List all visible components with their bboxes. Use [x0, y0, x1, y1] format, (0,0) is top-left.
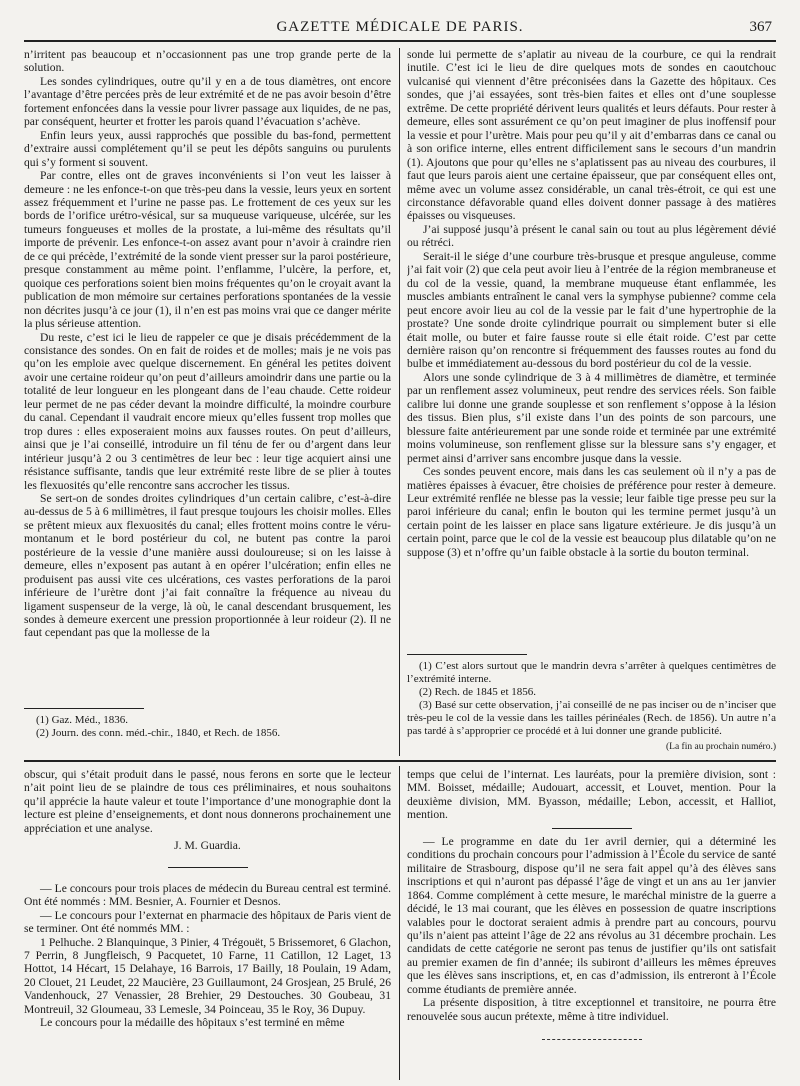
footnote: (2) Rech. de 1845 et 1856. — [419, 686, 536, 698]
paragraph: Se sert-on de sondes droites cylindriques d’un certain calibre, c’est-à-dire au-dessus de 5 à 6 millimètres, il faut presque toujours les choisir molles. Elles se prêtent mieux aux flexuosités du canal; elles frottent moins contre le véru-montanum et le bord postérieur du col, ne butent pas contre la paroi postérieure de la vessie d’une manière aussi douloureuse; si on les laisse à demeure, elles n’exposent pas autant à en opérer l’ulcération; enfin elles ne produisent pas aussi vite ces ulcérations, ces vastes perforations de la paroi inférieure de l’urètre dont j’ai fait connaître la fréquence au niveau du ligament suspenseur de la verge, là où, le canal descendant brusquement, les sondes à demeure exercent une pression proportionnée à leur roideur (2). Il ne faut cependant pas que la mollesse de la — [24, 491, 391, 640]
column-divider — [399, 766, 400, 1080]
page-number: 367 — [749, 19, 772, 35]
section-divider — [24, 760, 776, 762]
paragraph: — Le programme en date du 1er avril dernier, qui a déterminé les conditions du prochain concours pour l’admission à l’École du service de santé militaire de Strasbourg, dispose qu’il ne sera fait appel qu’à des élèves sans inscriptions et qui n’auront pas dépassé l’âge de vingt et un ans au 1er janvier 1864. Comme complément à cette mesure, le maréchal ministre de la guerre a décidé, le 13 mai courant, que les élèves en possession de quatre inscriptions valables pour le doctorat seraient admis à prendre part au concours, pourvu qu’ils n’aient pas atteint l’âge de 22 ans révolus au 31 décembre prochain. Les candidats de cette catégorie ne seront pas tenus de justifier qu’ils ont satisfait au premier examen de fin d’année; ils subiront d’ailleurs les mêmes épreuves que les élèves sans inscriptions, et, en cas d’admission, ils entreront à l’École comme étudiants de première année. — [407, 834, 776, 996]
footnote: (1) Gaz. Méd., 1836. — [36, 714, 128, 726]
footnote-divider — [407, 654, 527, 655]
paragraph: Serait-il le siége d’une courbure très-brusque et presque anguleuse, comme j’ai fait voir (2) que cela peut avoir lieu à l’entrée de la région membraneuse et du col de la vessie, quand, la membrane muqueuse étant enflammée, les muscles ambiants entraînent le canal vers la symphyse pubienne? comme cela peut encore avoir lieu au col de la vessie par le fait d’une hypertrophie de la prostate? Une sonde droite cylindrique pourrait ou simplement buter si elle était molle, ou buter et faire fausse route si elle était roide. C’est par cette dernière raison qu’on rencontre si fréquemment des fausses routes au fond du bulbe et immédiatement au-dessous du bord postérieur du col de la vessie. — [407, 249, 776, 371]
signature: J. M. Guardia. — [174, 839, 241, 853]
journal-title: GAZETTE MÉDICALE DE PARIS. — [276, 19, 524, 35]
lower-right-column — [407, 768, 776, 1080]
upper-right-footnotes — [407, 660, 776, 756]
page-header — [24, 18, 776, 42]
paragraph: Le concours pour la médaille des hôpitaux s’est terminé en même — [40, 1016, 345, 1030]
ornamental-rule — [542, 1039, 642, 1040]
paragraph: temps que celui de l’internat. Les lauréats, pour la première division, sont : MM. Boisset, médaille; Audouart, accessit, et Louvet, mention. Pour la deuxième division, MM. Byasson, médaille; Lebon, accessit, et Halliot, mention. — [407, 768, 776, 822]
paragraph: Enfin leurs yeux, aussi rapprochés que possible du bas-fond, permettent d’extraire aussi complétement qu’il se peut les dépôts sanguins ou purulents qui s’y forment si souvent. — [24, 128, 391, 169]
paragraph: — Le concours pour trois places de médecin du Bureau central est terminé. Ont été nommés : MM. Besnier, A. Fournier et Desnos. — [24, 881, 391, 909]
paragraph: J’ai supposé jusqu’à présent le canal sain ou tout au plus légèrement dévié ou rétréci. — [407, 222, 776, 250]
paragraph: Par contre, elles ont de graves inconvénients si l’on veut les laisser à demeure : ne les enfonce-t-on que très-peu dans la vessie, leurs yeux en sortent assez fréquemment et l’urine ne passe pas. Le frottement de ces yeux sur les bords de l’orifice urétro-vésical, sur sa muqueuse variqueuse, ulcérée, sur les tumeurs fongueuses et molles de la prostate, a lui-même des résultats qu’il importe de prévenir. Les enfonce-t-on assez avant pour n’avoir à craindre rien de ce qui précède, l’extrémité de la sonde vient presser sur la paroi postérieure, presque constamment au même point. l’enflamme, l’ulcère, la perfore, et, quoique ces perforations soient bien moins fréquentes qu’on le croyait avant la publication de mon mémoire sur certaines perforations spontanées de la vessie non décrites jusqu’à ce jour (1), il n’en est pas moins vrai que ce danger mérite la plus sérieuse attention. — [24, 169, 391, 331]
footnote: (3) Basé sur cette observation, j’ai conseillé de ne pas inciser ou de n’inciser que très-peu le col de la vessie dans les tailles périnéales (Rech. de 1856). Un autre n’a pas tardé à s’approprier ce procédé et à lui donner une grande publicité. — [407, 699, 776, 737]
upper-left-footnotes — [24, 714, 391, 754]
paragraph: n’irritent pas beaucoup et n’occasionnent pas une trop grande perte de la solution. — [24, 48, 391, 75]
paragraph: La présente disposition, à titre exceptionnel et transitoire, ne pourra être renouvelée sous aucun prétexte, même à titre individuel. — [407, 996, 776, 1023]
footnote-divider — [24, 708, 144, 709]
upper-left-column — [24, 48, 391, 700]
paragraph: sonde lui permette de s’aplatir au niveau de la courbure, ce qui la rendrait inutile. C’est ici le lieu de dire quelques mots de sondes en caoutchouc vulcanisé qui viennent d’être préconisées dans la Gazette des hôpitaux. Ces sondes, que j’ai essayées, sont très-bien faites et elles ont d’une souplesse extrême. De cette propriété dérivent leurs qualités et leurs défauts. Pour rester à demeure, elles sont assurément ce qu’on peut imaginer de plus inoffensif pour la vessie et pour l’urètre. Mais pour peu qu’il y ait d’embarras dans ce canal ou à son orifice interne, elles entrent difficilement sans le secours d’un mandrin (1). Ajoutons que pour qu’elles ne s’aplatissent pas au niveau des courbures, il faut que leurs parois aient une certaine épaisseur, que par conséquent elles ont, même avec un volume assez considérable, un canal très-étroit, ce qui est une circonstance défavorable quand elles doivent donner passage à des matières épaisses ou visqueuses. — [407, 48, 776, 223]
lower-left-column — [24, 768, 391, 1080]
paragraph: Les sondes cylindriques, outre qu’il y en a de tous diamètres, ont encore l’avantage d’être percées près de leur extrémité et de ne pas avoir besoin d’être fortement enfoncées dans la vessie pour livrer passage aux liquides, de ne pas, par conséquent, heurter et frotter les parois quand l’évacuation s’achève. — [24, 74, 391, 129]
continued-note: (La fin au prochain numéro.) — [666, 742, 776, 752]
column-divider — [399, 48, 400, 756]
paragraph: obscur, qui s’était produit dans le passé, nous ferons en sorte que le lecteur n’ait point lieu de se plaindre de tous ces préliminaires, et nous souhaitons qu’il apprécie la haute valeur et toute l’importance d’une monographie dont la lecture est pleine d’enseignements, et dont nous donnerons prochainement une appréciation et une analyse. — [24, 768, 391, 835]
paragraph: Ces sondes peuvent encore, mais dans les cas seulement où il n’y a pas de matières épaisses à évacuer, être choisies de préférence pour rester à demeure. Leur extrémité renflée ne blesse pas la vessie; leur faible tige presse peu sur la paroi inférieure du canal; enfin le bouton qui les termine permet jusqu’à un certain point de les laisser en place sans ligature extérieure. Je dis jusqu’à un certain point, parce que le col de la vessie est beaucoup plus dilatable qu’on ne suppose (3) et n’offre qu’un faible obstacle à la sortie du bouton terminal. — [407, 465, 776, 559]
upper-right-column — [407, 48, 776, 650]
paragraph: 1 Pelhuche. 2 Blanquinque, 3 Pinier, 4 Trégouët, 5 Brissemoret, 6 Glachon, 7 Perrin, 8 Jungfleisch, 9 Pacquetet, 10 Farne, 11 Catillon, 12 Laget, 13 Hottot, 14 Hécart, 15 Delahaye, 16 Barrois, 17 Bailly, 18 Poulain, 19 Adam, 20 Clouet, 21 Leudet, 22 Maucière, 23 Guillaumont, 24 Grosjean, 25 Brulé, 26 Vandenhouck, 27 Venassier, 28 Brehier, 29 Destouches. 30 Goubeau, 31 Montreuil, 32 Gloumeau, 33 Lemesle, 34 Poinceau, 35 le Roy, 36 Dupuy. — [24, 935, 391, 1016]
paragraph: Du reste, c’est ici le lieu de rappeler ce que je disais précédemment de la consistance des sondes. On en fait de roides et de molles; mais je ne vois pas qu’on les emploie avec quelque discernement. En général les petites doivent avoir une certaine roideur qu’on peut d’ailleurs amoindrir dans une partie ou la totalité de leur longueur en les plongeant dans de l’eau chaude. Cette roideur leur permet de ne pas céder devant la moindre difficulté, la moindre courbure du canal. Cependant il vaudrait encore mieux qu’elles fussent trop molles que trop dures : elles exposeraient moins aux fausses routes. On peut d’ailleurs, ainsi que je l’ai conseillé, introduire un fil ténu de fer ou d’argent dans leur intérieur jusqu’à 2 ou 3 centimètres de leur bec : leur tige acquiert ainsi une résistance suffisante, tandis que leur extrémité reste libre de se plier à toutes les flexuosités qu’elle rencontre sans accrocher les tissus. — [24, 330, 391, 492]
footnote: (1) C’est alors surtout que le mandrin devra s’arrêter à quelques centimètres de l’extrémité interne. — [407, 660, 776, 685]
paragraph: — Le concours pour l’externat en pharmacie des hôpitaux de Paris vient de se terminer. Ont été nommés MM. : — [24, 908, 391, 936]
short-rule — [552, 828, 632, 829]
footnote: (2) Journ. des conn. méd.-chir., 1840, et Rech. de 1856. — [36, 727, 281, 739]
paragraph: Alors une sonde cylindrique de 3 à 4 millimètres de diamètre, et terminée par un renflement assez volumineux, peut rendre des services réels. Son faible calibre lui donne une grande souplesse et son renflement s’oppose à la lésion des tissus. Bien plus, s’il existe dans l’un des points de son parcours, une blessure faite antérieurement par une sonde roide et terminée par une extrémité moins volumineuse, son renflement glisse sur la blessure sans s’y engager, et permet ainsi d’arriver sans encombre jusque dans la vessie. — [407, 370, 776, 465]
short-rule — [168, 867, 248, 868]
